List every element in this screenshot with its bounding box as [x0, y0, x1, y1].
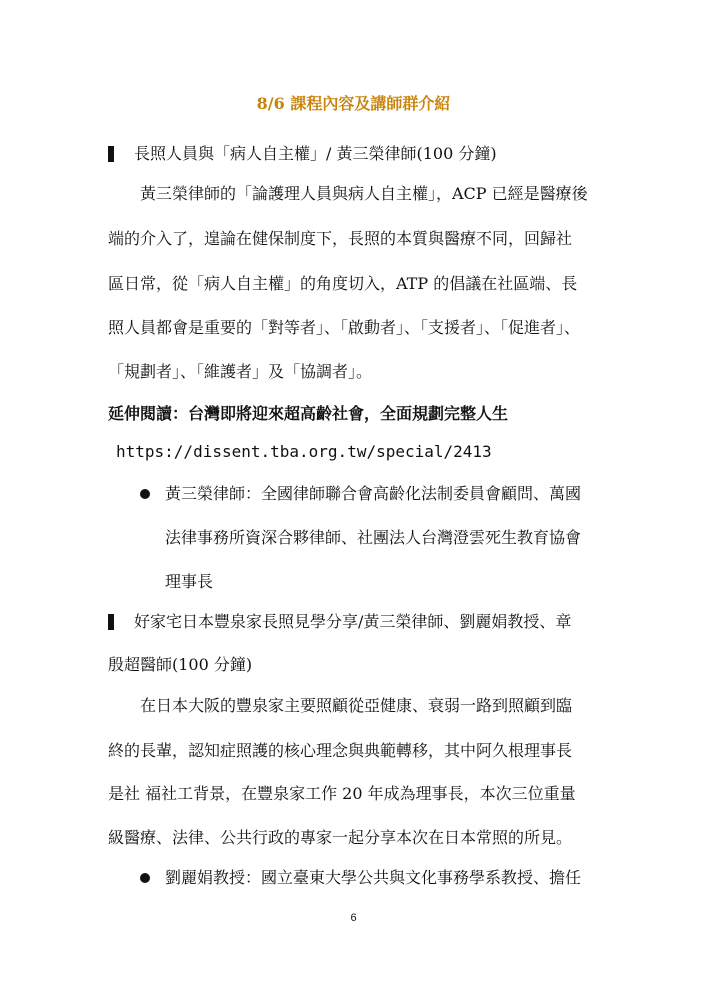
section-heading: 好家宅日本豐泉家長照見學分享/黃三榮律師、劉麗娟教授、章	[134, 612, 572, 631]
bullet-dot	[140, 489, 150, 499]
section-marker	[108, 146, 114, 162]
page-title: 8/6 課程內容及講師群介紹	[256, 94, 451, 113]
paragraph-line: 是社 福社工背景，在豐泉家工作 20 年成為理事長，本次三位重量	[108, 784, 576, 803]
bullet-line: 黃三榮律師：全國律師聯合會高齡化法制委員會顧問、萬國	[165, 484, 582, 503]
paragraph-line: 「規劃者」、「維護者」及「協調者」。	[108, 362, 373, 381]
paragraph-line: 黃三榮律師的「論護理人員與病人自主權」，ACP 已經是醫療後	[140, 184, 588, 203]
paragraph-line: 在日本大阪的豐泉家主要照顧從亞健康、衰弱一路到照顧到臨	[140, 696, 573, 715]
section-marker	[108, 614, 114, 630]
extended-reading-link[interactable]: https://dissent.tba.org.tw/special/2413	[116, 442, 492, 461]
paragraph-line: 終的長輩，認知症照護的核心理念與典範轉移，其中阿久根理事長	[108, 741, 573, 760]
bullet-line: 劉麗娟教授：國立臺東大學公共與文化事務學系教授、擔任	[165, 868, 582, 887]
paragraph-line: 區日常，從「病人自主權」的角度切入，ATP 的倡議在社區端、長	[108, 274, 578, 293]
section-heading: 長照人員與「病人自主權」/ 黃三榮律師(100 分鐘)	[134, 144, 497, 163]
page-number: 6	[350, 912, 357, 924]
paragraph-line: 級醫療、法律、公共行政的專家一起分享本次在日本常照的所見。	[108, 828, 573, 847]
paragraph-line: 照人員都會是重要的「對等者」、「啟動者」、「支援者」、「促進者」、	[108, 318, 581, 337]
bullet-line: 法律事務所資深合夥律師、社團法人台灣澄雲死生教育協會	[165, 528, 582, 547]
section-heading: 殷超醫師(100 分鐘)	[108, 655, 253, 674]
bullet-dot	[140, 873, 150, 883]
bullet-line: 理事長	[165, 572, 214, 591]
paragraph-line: 端的介入了，遑論在健保制度下，長照的本質與醫療不同，回歸社	[108, 229, 573, 248]
extended-reading-label: 延伸閱讀：台灣即將迎來超高齡社會，全面規劃完整人生	[108, 404, 509, 423]
